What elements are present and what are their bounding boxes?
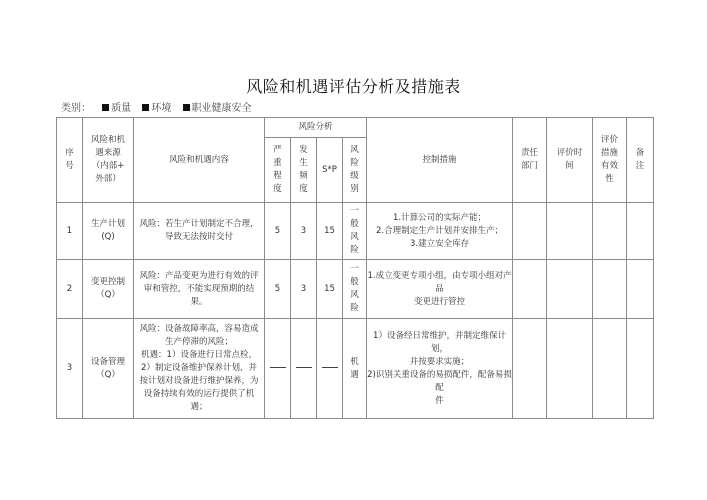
cell-content: 风险：设备故障率高，容易造成 生产停滞的风险； 机遇：1）设备进行日常点检， 2）制定设备维护保养计划，并 按计划对设备进行维护保养，为 设备持续有效的运行提供了机 遇； bbox=[134, 319, 265, 419]
document-title: 风险和机遇评估分析及措施表 bbox=[246, 77, 461, 96]
header-risk-analysis: 风险分析 bbox=[265, 118, 367, 138]
cell-measures: 1.计算公司的实际产能； 2.合理制定生产计划并安排生产； 3.建立安全库存 bbox=[367, 203, 513, 260]
dash-mark bbox=[270, 367, 286, 368]
cell-frequency bbox=[291, 319, 317, 419]
cell-remarks bbox=[627, 203, 654, 260]
cell-eval-time bbox=[547, 319, 593, 419]
cell-measures: 1）设备经日常维护，并制定维保计划， 并按要求实施； 2)识别关重设备的易损配件，配备易损配 件 bbox=[367, 319, 513, 419]
cell-effectiveness bbox=[593, 203, 627, 260]
cell-severity: 5 bbox=[265, 260, 291, 319]
cell-level: 一 般 风 险 bbox=[343, 260, 367, 319]
table-row bbox=[57, 319, 654, 419]
category-option-environment: 环境 bbox=[151, 103, 172, 114]
category-option-ohs: 职业健康安全 bbox=[191, 103, 252, 114]
header-frequency: 发 生 频 度 bbox=[291, 138, 317, 203]
cell-measures: 1.成立变更专项小组，由专项小组对产品 变更进行管控 bbox=[367, 260, 513, 319]
cell-dept bbox=[513, 203, 547, 260]
cell-frequency: 3 bbox=[291, 203, 317, 260]
header-dept: 责任 部门 bbox=[513, 118, 547, 203]
cell-source: 生产计划 (Q) bbox=[83, 203, 134, 260]
cell-remarks bbox=[627, 319, 654, 419]
header-effectiveness: 评价 措施 有效 性 bbox=[593, 118, 627, 203]
cell-seq: 1 bbox=[57, 203, 83, 260]
category-option-quality: 质量 bbox=[111, 103, 132, 114]
cell-frequency: 3 bbox=[291, 260, 317, 319]
cell-severity: 5 bbox=[265, 203, 291, 260]
header-content: 风险和机遇内容 bbox=[134, 118, 265, 203]
dash-mark bbox=[296, 367, 312, 368]
cell-seq: 3 bbox=[57, 319, 83, 419]
cell-seq: 2 bbox=[57, 260, 83, 319]
cell-eval-time bbox=[547, 203, 593, 260]
cell-dept bbox=[513, 319, 547, 419]
cell-sp: 15 bbox=[317, 203, 343, 260]
table-row bbox=[57, 260, 654, 319]
cell-effectiveness bbox=[593, 260, 627, 319]
cell-effectiveness bbox=[593, 319, 627, 419]
header-remarks: 备 注 bbox=[627, 118, 654, 203]
cell-sp: 15 bbox=[317, 260, 343, 319]
header-level: 风 险 级 别 bbox=[343, 138, 367, 203]
header-seq: 序 号 bbox=[57, 118, 83, 203]
risk-opportunity-table bbox=[56, 117, 654, 419]
cell-content: 风险：若生产计划制定不合理， 导致无法按时交付 bbox=[134, 203, 265, 260]
cell-level: 一 般 风 险 bbox=[343, 203, 367, 260]
cell-source: 设备管理 （Q） bbox=[83, 319, 134, 419]
category-line bbox=[61, 99, 252, 114]
cell-sp bbox=[317, 319, 343, 419]
category-label: 类别： bbox=[61, 103, 91, 114]
header-severity: 严 重 程 度 bbox=[265, 138, 291, 203]
header-measures: 控制措施 bbox=[367, 118, 513, 203]
header-source: 风险和机 遇来源 （内部+ 外部） bbox=[83, 118, 134, 203]
cell-severity bbox=[265, 319, 291, 419]
cell-source: 变更控制 （Q） bbox=[83, 260, 134, 319]
header-row-1 bbox=[57, 118, 654, 138]
header-eval-time: 评价时 间 bbox=[547, 118, 593, 203]
header-sp: S*P bbox=[317, 138, 343, 203]
cell-content: 风险：产品变更为进行有效的评 审和管控，不能实现预期的结 果。 bbox=[134, 260, 265, 319]
cell-remarks bbox=[627, 260, 654, 319]
cell-dept bbox=[513, 260, 547, 319]
table-row bbox=[57, 203, 654, 260]
cell-level: 机 遇 bbox=[343, 319, 367, 419]
cell-eval-time bbox=[547, 260, 593, 319]
dash-mark bbox=[322, 367, 338, 368]
checkbox-square-icon bbox=[102, 104, 109, 111]
checkbox-square-icon bbox=[183, 104, 190, 111]
checkbox-square-icon bbox=[142, 104, 149, 111]
